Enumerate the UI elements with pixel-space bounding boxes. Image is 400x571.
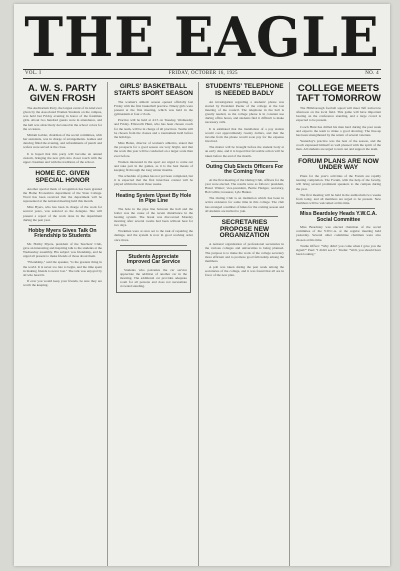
- article-headline: Outing Club Elects Officers For the Coming Year: [205, 163, 284, 176]
- article-divider: [29, 167, 96, 168]
- article-paragraph: The Auditorium Party, the largest event of its kind ever given by the Associated Women Students on the campus, was held last Friday evening in honor of the freshman girls. About two hundred guests were in attendance, and the hall was attractively decorated in the school colors for the occasion.: [23, 105, 102, 131]
- article-paragraph: Women interested in the sport are urged to come out and take part in the games, as it is the best means of keeping fit through the long winter months.: [114, 159, 193, 172]
- article-paragraph: The Outing Club is an institution which has been in active existence for some time in this college. The club has arranged a number of hikes for the coming season and all students are invited to join.: [205, 196, 284, 213]
- article-paragraph: Miss Helen, director of women's athletics, stated that the prospects for a good season are very bright, and that the work this year will be conducted on a larger scale than ever before.: [114, 141, 193, 158]
- article: [114, 194, 193, 242]
- article-paragraph: The schedule of games has not yet been completed, but it is expected that the first interclass contest will be played within the next three weeks.: [114, 174, 193, 187]
- article-headline: FORUM PLANS ARE NOW UNDER WAY: [298, 157, 379, 172]
- article-paragraph: Miss Byers, who has been in charge of the work for several years, was selected as the delegate. She will present a report of the work done in the department during the past year.: [23, 205, 102, 222]
- article-paragraph: Workmen were at once set to the task of repairing the damage, and the system is now in good working order once more.: [114, 229, 193, 242]
- article-columns: [23, 82, 381, 566]
- article: [114, 84, 193, 187]
- article-paragraph: Coach Hunt has drilled his men hard during the past week and expects the team to make a good showing. The line-up has been strengthened by the return of several veterans.: [296, 124, 381, 137]
- article-paragraph: Miriam Gabler, chairman of the social committee, with her assistants, was in charge of arrangements. Games and dancing filled the evening, and refreshments of punch and wafers were served at the close.: [23, 132, 102, 150]
- article-paragraph: The matter will be brought before the student body at an early date, and it is hoped that favorable action will be taken before the end of the month.: [205, 145, 284, 158]
- article-paragraph: The hole in the pipe line between the hall and the boiler was the cause of the recent disturbance in the heating system. The break was discovered Monday morning after several rooms had been without heat for two days.: [114, 206, 193, 228]
- article-paragraph: Another special mark of recognition has been granted the Home Economics department of the State College. Word has been received that the department will be represented at the national meeting held this month.: [23, 186, 102, 204]
- article-headline: COLLEGE MEETS TAFT TOMORROW: [296, 83, 381, 104]
- issue-number: NO. 4: [365, 71, 379, 76]
- volume-label: VOL. I: [25, 71, 42, 76]
- article: [296, 159, 381, 206]
- article-headline: Miss Beardsley Heads Y.W.C.A. Social Committee: [300, 211, 377, 223]
- article: [23, 171, 102, 222]
- article-divider: [302, 155, 375, 156]
- dateline: [23, 70, 381, 79]
- article-paragraph: A national organization of professional secretaries in the various colleges and universities is being planned. The purpose is to make the work of the college secretary more efficient and to promote good fellowship among the members.: [205, 242, 284, 263]
- article-paragraph: Trudie Offver: "Why didn't you come when I gave you the signal?" Paul: "I didn't see it." Trudie: "Well, you should have been looking.": [296, 243, 381, 257]
- article: [205, 165, 284, 213]
- article-paragraph: Students who patronize the car service appreciate the addition of another car in the morning. The additional car provides adequate room for all persons and does not necessitate crowded standing.: [120, 267, 187, 289]
- article-divider: [29, 225, 96, 226]
- article-divider: [302, 208, 375, 209]
- column-2: [114, 82, 199, 566]
- article-paragraph: A poll was taken during the past week among the secretaries of the college, and it was found that all are in favor of the new plan.: [205, 265, 284, 278]
- article-divider: [120, 245, 187, 246]
- article-headline: Students Appreciate Improved Car Service: [126, 253, 181, 266]
- article-headline: Hobby Myers Gives Talk On Friendship to Students: [28, 227, 97, 240]
- article-headline: A. W. S. PARTY GIVEN FROSH: [28, 83, 97, 104]
- column-1: [23, 82, 108, 566]
- article-divider: [211, 161, 278, 162]
- newspaper-title: THE EAGLE: [24, 5, 380, 70]
- article: [296, 212, 381, 256]
- article: [205, 84, 284, 158]
- article-paragraph: Mr. Hobby Myers, president of the Teachers' Club, gave an interesting and inspiring talk to the students at the Wednesday assembly. His subject was friendship, and he urged all present to make friends of those about them.: [23, 241, 102, 259]
- article: [23, 229, 102, 287]
- article-headline: GIRLS' BASKETBALL STARTS SPORT SEASON: [114, 83, 193, 97]
- article: [116, 250, 191, 294]
- article-paragraph: An investigation regarding a students' phone was started by President Peeler of the college at the last meeting of the council. The telephone in the hall is greatly needed, as the college phone is in constant use during office hours, and students find it difficult to make necessary calls.: [205, 99, 284, 125]
- column-4: [296, 82, 381, 566]
- article-paragraph: Plans for the year's activities of the Forum are rapidly nearing completion. The Forum, with the help of the faculty, will bring several prominent speakers to the campus during the year.: [296, 174, 381, 191]
- article-paragraph: If ever you would keep your friends, be sure they are worth the keeping.: [23, 279, 102, 288]
- article-paragraph: The Hillsborough football squad will meet Taft tomorrow afternoon on the local field. This game will have important bearing on the conference standing, and a large crowd is expected to be present.: [296, 105, 381, 123]
- article-headline: HOME EC. GIVEN SPECIAL HONOR: [35, 169, 90, 184]
- article: [23, 84, 102, 164]
- masthead: [23, 5, 381, 70]
- article-paragraph: Yesterday's practice was the best of the season, and the coach expressed himself as well pleased with the spirit of the men. All students are urged to turn out and support the team.: [296, 139, 381, 152]
- article-paragraph: The first meeting will be held in the auditorium two weeks from today, and all members are urged to be present. New members will be welcomed at this time.: [296, 192, 381, 206]
- article-paragraph: At the first meeting of the Outing Club, officers for the year were elected. The results were as follows: president, Hazel Winter; vice-president, Bertie Hedges; secretary, Bob Gibbs; treasurer, Lyle Hunter.: [205, 177, 284, 195]
- article-headline: SECRETARIES PROPOSE NEW ORGANIZATION: [219, 218, 270, 240]
- article: [205, 220, 284, 278]
- newspaper-page: [14, 4, 390, 566]
- issue-date: FRIDAY, OCTOBER 16, 1925: [168, 71, 238, 76]
- column-3: [205, 82, 290, 566]
- article-headline: STUDENTS' TELEPHONE IS NEEDED BADLY: [205, 83, 284, 97]
- article-divider: [211, 216, 278, 217]
- article-paragraph: It is hoped that this party will become an annual custom, bringing the new girls into closer touch with the upper classmen and with the traditions of the school.: [23, 151, 102, 164]
- article-paragraph: The women's athletic season opened officially last Friday with the first basketball practice. Ninety girls were present at the first meeting, which was held in the gymnasium at four o'clock.: [114, 99, 193, 117]
- article-paragraph: It is estimated that the installation of a pay station would cost approximately twenty dollars, and that the income from the phone would soon pay for the expense involved.: [205, 126, 284, 144]
- article: [296, 84, 381, 152]
- article-divider: [120, 190, 187, 191]
- article-headline: Heating System Upset By Hole in Pipe Line: [115, 192, 192, 205]
- article-paragraph: "Friendship," said the speaker, "is the greatest thing in the world. It is never too late to begin, and the time spent in making friends is never lost." The talk was enjoyed by all who heard it.: [23, 260, 102, 277]
- article-paragraph: Miss Beardsley was elected chairman of the social committee of the Y.W.C.A. at the regular meeting held yesterday. Several other committee chairmen were also chosen at this time.: [296, 225, 381, 242]
- article-paragraph: Practice will be held at 4:15 on Tuesday, Wednesday and Friday. Ellsworth Hunt, who has been chosen coach for the team, will be in charge of all practices. Teams will be chosen from the classes and a tournament held before the holidays.: [114, 118, 193, 139]
